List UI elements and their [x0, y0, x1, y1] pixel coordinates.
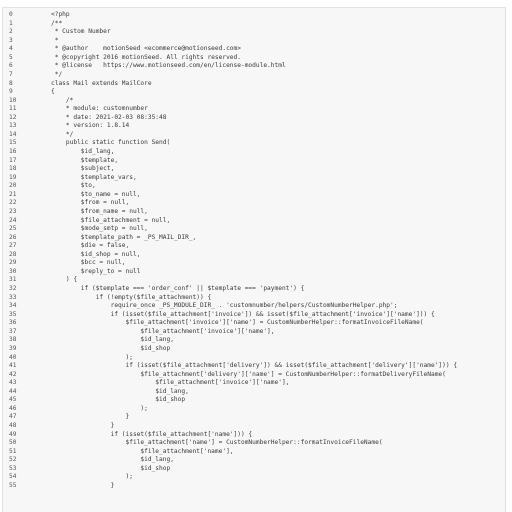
code-line	[3, 157, 506, 166]
line-number: 3	[9, 36, 13, 44]
line-number: 9	[9, 88, 13, 96]
code-line	[3, 431, 506, 440]
line-text: $file_attachment['invoice']['name'],	[51, 379, 290, 387]
line-number: 53	[9, 464, 17, 472]
line-text: $id_lang,	[51, 336, 174, 344]
line-text: $reply_to = null	[51, 267, 141, 275]
code-line	[3, 234, 506, 243]
code-line	[3, 422, 506, 431]
line-number: 43	[9, 379, 17, 387]
line-text: $bcc = null,	[51, 259, 126, 267]
code-line	[3, 439, 506, 448]
code-line	[3, 388, 506, 397]
line-text: require_once _PS_MODULE_DIR_ . 'customnumber/helpers/CustomNumberHelper.php';	[51, 302, 398, 310]
line-number: 32	[9, 285, 17, 292]
line-number: 31	[9, 276, 17, 284]
code-line	[3, 294, 506, 303]
code-line	[3, 413, 506, 422]
code-line	[3, 311, 506, 320]
line-text: $to_name = null,	[51, 190, 141, 198]
line-number: 37	[9, 327, 17, 335]
line-number: 30	[9, 267, 17, 275]
line-text: if (!empty($file_attachment)) {	[51, 293, 212, 301]
code-line	[3, 345, 506, 354]
line-text: );	[51, 353, 133, 361]
line-text: * @license https://www.motionseed.com/en/license-module.html	[51, 62, 286, 70]
line-number: 20	[9, 182, 17, 190]
line-text: );	[51, 473, 133, 481]
code-line	[3, 20, 506, 29]
line-number: 55	[9, 481, 17, 489]
code-line	[3, 319, 506, 328]
line-text: $die = false,	[51, 242, 130, 250]
line-text: */	[51, 130, 74, 138]
line-text: $file_attachment['invoice']['name'] = CustomNumberHelper::formatInvoiceFileName(	[51, 319, 424, 327]
line-text: $id_shop	[51, 464, 171, 472]
line-text: if (isset($file_attachment['invoice']) && isset($file_attachment['invoice']['name'])) {	[51, 310, 435, 318]
line-text: if (isset($file_attachment['name'])) {	[51, 430, 253, 438]
line-number: 18	[9, 165, 17, 173]
line-text: $id_shop	[51, 396, 186, 404]
line-text: $file_attachment['name'] = CustomNumberHelper::formatInvoiceFileName(	[51, 439, 383, 447]
line-number: 45	[9, 396, 17, 404]
line-text: $to,	[51, 182, 96, 190]
line-text: $from_name = null,	[51, 207, 148, 215]
line-number: 48	[9, 422, 17, 429]
line-text: $from = null,	[51, 199, 130, 207]
line-text: }	[51, 422, 115, 429]
line-number: 29	[9, 259, 17, 267]
code-panel[interactable]	[2, 7, 506, 512]
line-number: 14	[9, 130, 17, 138]
line-text: }	[51, 413, 130, 421]
line-text: );	[51, 404, 148, 412]
line-text: class Mail extends MailCore	[51, 79, 152, 87]
code-line	[3, 182, 506, 191]
line-text: }	[51, 481, 115, 489]
code-line	[3, 37, 506, 46]
code-line	[3, 354, 506, 363]
code-line	[3, 482, 506, 491]
code-line	[3, 251, 506, 260]
code-line	[3, 328, 506, 337]
code-line	[3, 148, 506, 157]
line-text: $template_path = _PS_MAIL_DIR_,	[51, 233, 197, 241]
code-line	[3, 396, 506, 405]
line-text: * version: 1.8.14	[51, 122, 130, 130]
line-text: $mode_smtp = null,	[51, 225, 148, 233]
code-line	[3, 80, 506, 89]
code-line	[3, 114, 506, 123]
line-number: 35	[9, 310, 17, 318]
line-number: 51	[9, 447, 17, 455]
line-number: 47	[9, 413, 17, 421]
code-line	[3, 259, 506, 268]
line-text: * @copyright 2016 motionSeed. All rights reserved.	[51, 53, 241, 61]
line-text: $file_attachment['name'],	[51, 447, 234, 455]
line-text: $file_attachment['invoice']['name'],	[51, 327, 275, 335]
line-number: 24	[9, 216, 17, 224]
code-line	[3, 225, 506, 234]
code-line	[3, 97, 506, 106]
code-line	[3, 371, 506, 380]
code-line	[3, 122, 506, 131]
code-line	[3, 379, 506, 388]
line-number: 52	[9, 456, 17, 464]
line-number: 10	[9, 96, 17, 104]
code-line	[3, 139, 506, 148]
line-text: public static function Send(	[51, 139, 171, 147]
line-number: 22	[9, 199, 17, 207]
line-number: 36	[9, 319, 17, 327]
line-number: 33	[9, 293, 17, 301]
line-number: 42	[9, 370, 17, 378]
line-number: 13	[9, 122, 17, 130]
line-text: $id_lang,	[51, 148, 115, 155]
code-lines	[3, 11, 506, 491]
line-number: 27	[9, 242, 17, 250]
line-text: $subject,	[51, 165, 115, 173]
line-number: 8	[9, 79, 13, 87]
line-text: * module: customnumber	[51, 105, 148, 113]
line-number: 2	[9, 28, 13, 36]
line-text: if ($template === 'order_conf' || $template === 'payment') {	[51, 285, 305, 292]
line-text: * @author motionSeed <ecommerce@motionseed.com>	[51, 45, 241, 53]
line-text: {	[51, 88, 55, 96]
line-text: $id_shop = null,	[51, 250, 141, 258]
code-line	[3, 465, 506, 474]
line-number: 4	[9, 45, 13, 53]
line-number: 41	[9, 362, 17, 370]
code-line	[3, 217, 506, 226]
line-number: 16	[9, 148, 17, 155]
code-line	[3, 456, 506, 465]
line-text: $id_lang,	[51, 456, 174, 464]
code-line	[3, 11, 506, 20]
line-number: 15	[9, 139, 17, 147]
line-text: if (isset($file_attachment['delivery']) && isset($file_attachment['delivery']['name'])) {	[51, 362, 458, 370]
line-number: 40	[9, 353, 17, 361]
line-text: $template_vars,	[51, 173, 137, 181]
line-number: 44	[9, 387, 17, 395]
code-line	[3, 473, 506, 482]
line-number: 34	[9, 302, 17, 310]
code-line	[3, 285, 506, 294]
line-number: 0	[9, 11, 13, 18]
line-number: 5	[9, 53, 13, 61]
code-line	[3, 268, 506, 277]
line-number: 12	[9, 113, 17, 121]
code-line	[3, 362, 506, 371]
code-line	[3, 88, 506, 97]
line-number: 7	[9, 70, 13, 78]
code-line	[3, 62, 506, 71]
code-line	[3, 199, 506, 208]
line-text: * date: 2021-02-03 08:35:48	[51, 113, 167, 121]
line-number: 54	[9, 473, 17, 481]
code-line	[3, 302, 506, 311]
line-number: 25	[9, 225, 17, 233]
line-number: 26	[9, 233, 17, 241]
code-line	[3, 54, 506, 63]
line-text: * Custom Number	[51, 28, 111, 36]
line-number: 50	[9, 439, 17, 447]
code-line	[3, 28, 506, 37]
line-number: 21	[9, 190, 17, 198]
line-number: 23	[9, 207, 17, 215]
line-text: ) {	[51, 276, 78, 284]
code-line	[3, 165, 506, 174]
line-number: 46	[9, 404, 17, 412]
line-text: $id_shop	[51, 344, 171, 352]
line-text: $file_attachment['delivery']['name'] = CustomNumberHelper::formatDeliveryFileName(	[51, 370, 446, 378]
line-text: $id_lang,	[51, 387, 189, 395]
line-text: /**	[51, 19, 63, 27]
code-line	[3, 191, 506, 200]
code-line	[3, 71, 506, 80]
line-number: 1	[9, 19, 13, 27]
code-line	[3, 174, 506, 183]
line-number: 28	[9, 250, 17, 258]
line-text: *	[51, 36, 59, 44]
line-text: */	[51, 70, 63, 78]
line-text: <?php	[51, 11, 70, 18]
line-text: /*	[51, 96, 74, 104]
code-line	[3, 242, 506, 251]
line-number: 17	[9, 156, 17, 164]
code-line	[3, 131, 506, 140]
code-line	[3, 45, 506, 54]
code-line	[3, 276, 506, 285]
line-text: $file_attachment = null,	[51, 216, 171, 224]
line-text: $template,	[51, 156, 119, 164]
line-number: 19	[9, 173, 17, 181]
code-line	[3, 405, 506, 414]
line-number: 6	[9, 62, 13, 70]
line-number: 49	[9, 430, 17, 438]
line-number: 38	[9, 336, 17, 344]
line-number: 39	[9, 344, 17, 352]
line-number: 11	[9, 105, 17, 113]
code-line	[3, 208, 506, 217]
code-line	[3, 105, 506, 114]
code-line	[3, 448, 506, 457]
code-line	[3, 336, 506, 345]
